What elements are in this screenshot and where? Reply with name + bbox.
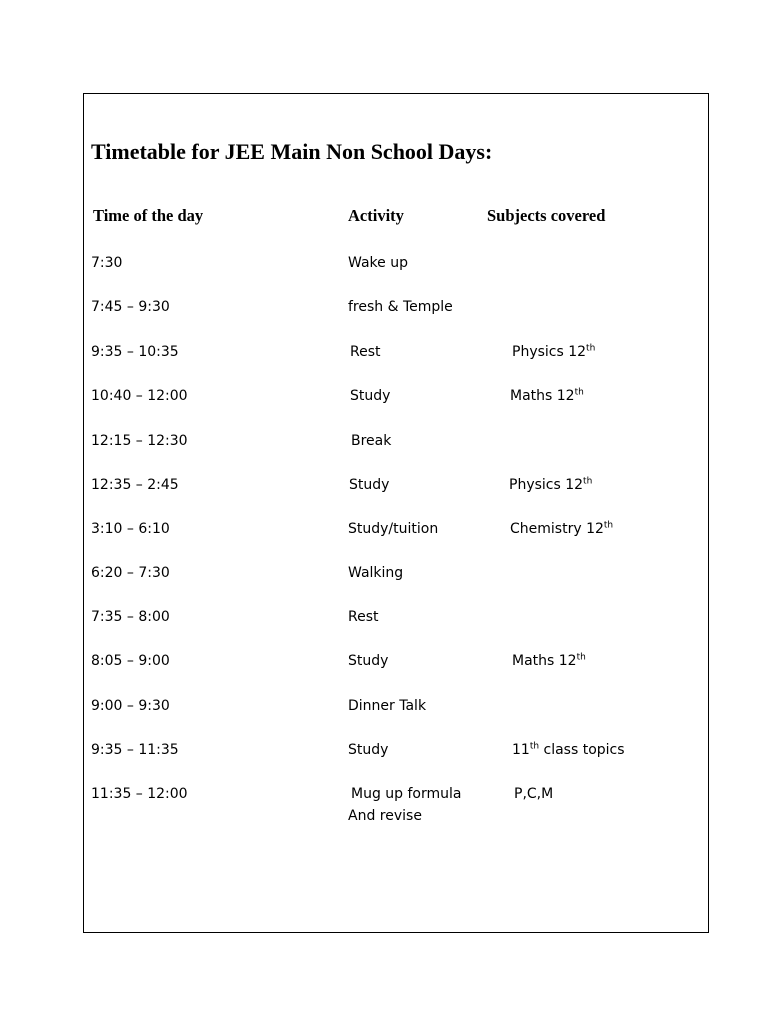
- time-cell: 11:35 – 12:00: [91, 786, 188, 802]
- column-header-subjects: Subjects covered: [487, 206, 606, 225]
- activity-cell-line2: And revise: [348, 808, 422, 824]
- activity-cell: Study: [349, 477, 390, 493]
- table-row: [0, 385, 768, 409]
- activity-cell: Study: [348, 742, 389, 758]
- time-cell: 6:20 – 7:30: [91, 565, 170, 581]
- ordinal-suffix: th: [586, 343, 596, 354]
- subject-text: Maths 12: [512, 653, 577, 669]
- subject-cell: [509, 474, 592, 496]
- activity-cell: Wake up: [348, 255, 408, 271]
- table-row: [0, 518, 768, 542]
- time-cell: 7:35 – 8:00: [91, 609, 170, 625]
- table-row: [0, 474, 768, 498]
- activity-cell: Rest: [348, 609, 379, 625]
- activity-cell: Study/tuition: [348, 521, 439, 537]
- ordinal-suffix: th: [583, 476, 593, 487]
- table-row: [0, 739, 768, 763]
- activity-cell: Dinner Talk: [348, 698, 427, 714]
- subject-text: Maths 12: [510, 388, 575, 404]
- subject-text: Physics 12: [509, 477, 584, 493]
- time-cell: 9:35 – 10:35: [91, 344, 179, 360]
- time-cell: 7:45 – 9:30: [91, 299, 170, 315]
- table-row: [0, 296, 768, 320]
- time-cell: 12:15 – 12:30: [91, 433, 188, 449]
- activity-cell: Walking: [348, 565, 404, 581]
- table-row: [0, 695, 768, 719]
- ordinal-suffix: th: [603, 520, 614, 531]
- activity-cell: Break: [351, 433, 392, 449]
- activity-cell: Rest: [350, 344, 381, 360]
- table-row: [0, 252, 768, 276]
- time-cell: 9:00 – 9:30: [91, 698, 170, 714]
- subject-cell: [512, 739, 625, 761]
- subject-cell: [512, 341, 595, 363]
- subject-text: Physics 12: [512, 344, 587, 360]
- activity-cell: Study: [350, 388, 391, 404]
- subject-cell: [512, 650, 586, 672]
- time-cell: 7:30: [91, 255, 123, 271]
- time-cell: 10:40 – 12:00: [91, 388, 188, 404]
- activity-cell: Mug up formula: [351, 786, 462, 802]
- time-cell: 8:05 – 9:00: [91, 653, 170, 669]
- table-row: [0, 606, 768, 630]
- subject-cell: [510, 385, 584, 407]
- activity-cell: Study: [348, 653, 389, 669]
- subject-text: class topics: [539, 742, 625, 758]
- column-header-activity: Activity: [348, 206, 404, 225]
- subject-cell: P,C,M: [514, 786, 554, 802]
- ordinal-suffix: th: [529, 741, 540, 752]
- table-row: [0, 430, 768, 454]
- time-cell: 3:10 – 6:10: [91, 521, 170, 537]
- table-row: [0, 650, 768, 674]
- page-title: Timetable for JEE Main Non School Days:: [91, 139, 493, 164]
- ordinal-suffix: th: [574, 387, 584, 398]
- table-row: [0, 562, 768, 586]
- subject-prefix: 11: [512, 742, 530, 758]
- ordinal-suffix: th: [576, 652, 586, 663]
- time-cell: 9:35 – 11:35: [91, 742, 179, 758]
- column-header-time: Time of the day: [93, 206, 204, 225]
- table-row: [0, 341, 768, 365]
- time-cell: 12:35 – 2:45: [91, 477, 179, 493]
- activity-cell: fresh & Temple: [348, 299, 453, 315]
- subject-text: Chemistry 12: [510, 521, 604, 537]
- subject-cell: [510, 518, 613, 540]
- table-row: [0, 783, 768, 829]
